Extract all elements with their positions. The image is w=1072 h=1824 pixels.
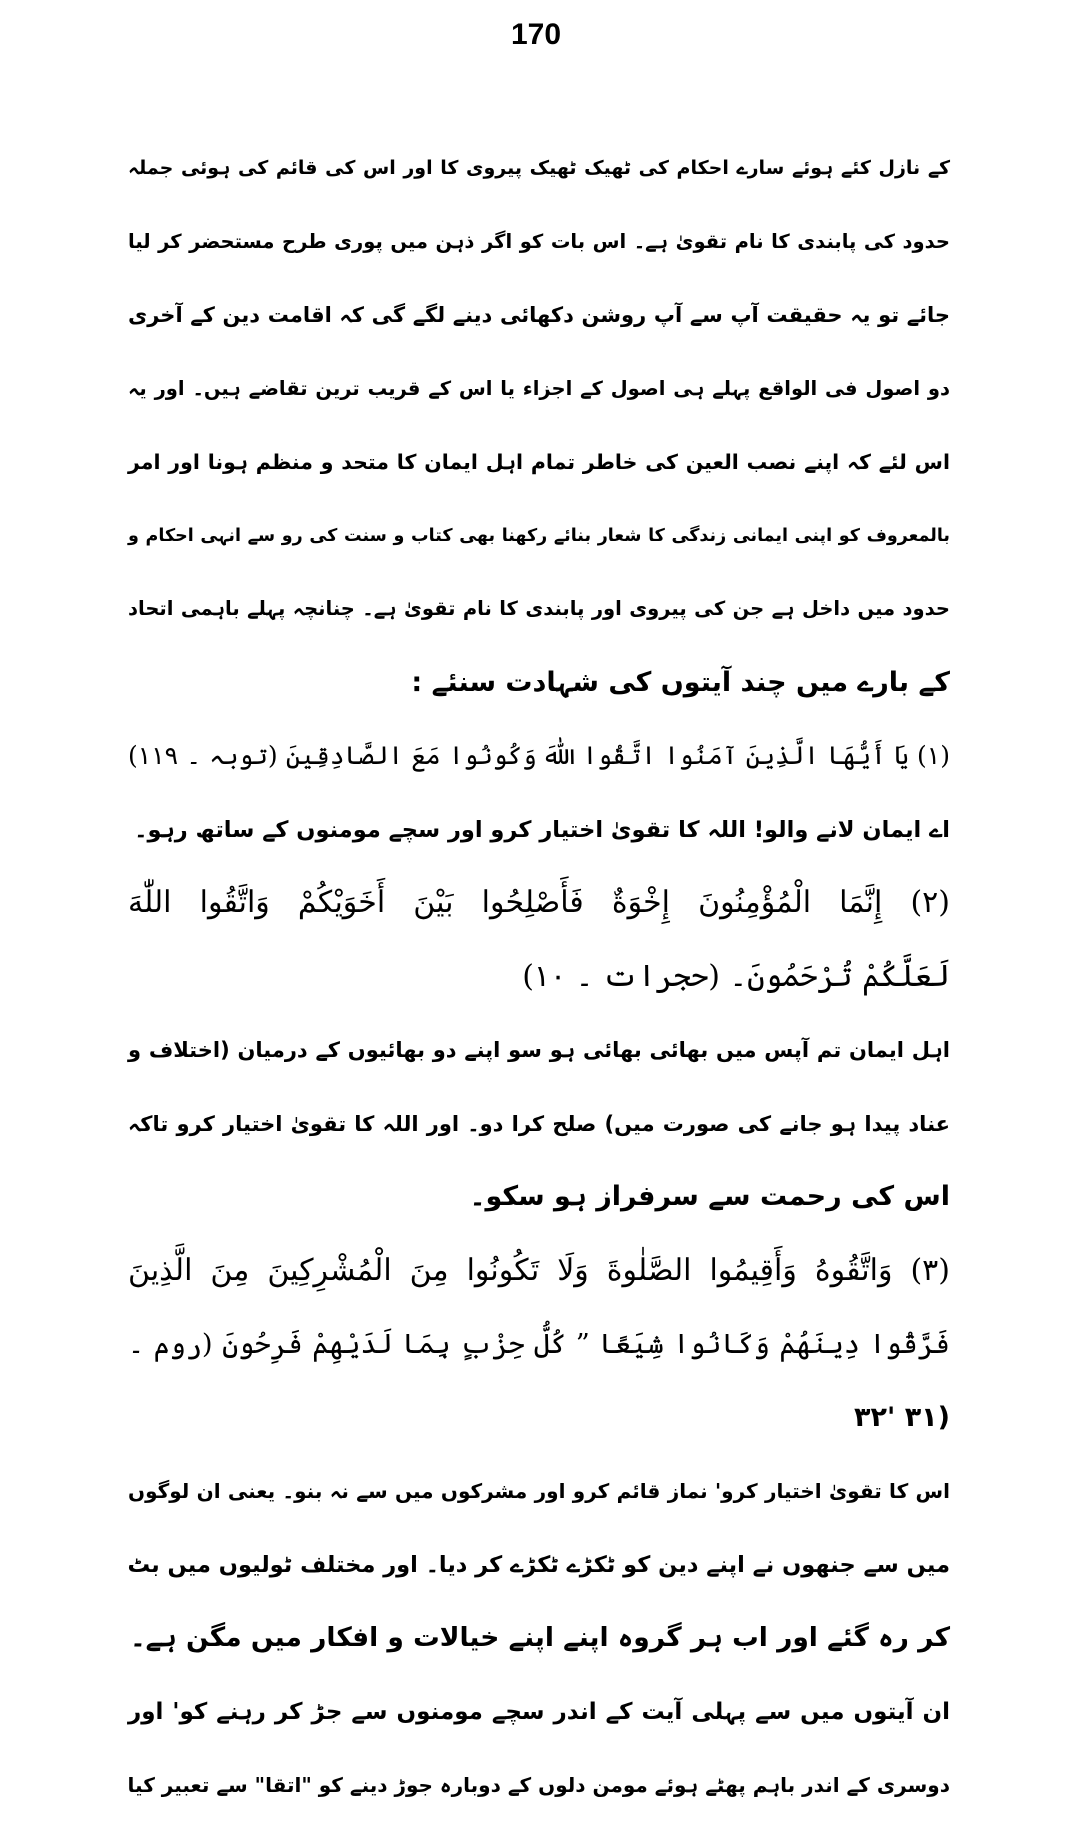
quran-verse-line: (۲) إِنَّمَا الْمُؤْمِنُونَ إِخْوَةٌ فَأَصْلِحُوا بَيْنَ أَخَوَيْكُمْ وَاتَّقُوا اللّٰهَ [128,885,950,920]
text-line: دوسری کے اندر باہم پھٹے ہوئے مومن دلوں کے دوبارہ جوڑ دینے کو "اتقا" سے تعبیر کیا [127,1773,950,1797]
quran-verse-line: فَرَّقُوا دِينَهُمْ وَكَانُوا شِيَعًا ” كُلُّ حِزْبٍ بِمَا لَدَيْهِمْ فَرِحُونَ (روم ۔ [128,1328,950,1360]
text-line: اہل ایمان تم آپس میں بھائی بھائی ہو سو اپنے دو بھائیوں کے درمیان (اختلاف و [128,1038,950,1062]
text-line: کے نازل کئے ہوئے سارے احکام کی ٹھیک ٹھیک پیروی کا اور اس کی قائم کی ہوئی جملہ [128,157,950,179]
quran-verse-line: لَعَلَّكُمْ تُرْحَمُونَ۔ (حجرات ۔ ۱۰) [522,958,950,994]
text-line: کے بارے میں چند آیتوں کی شہادت سنئے : [411,666,950,698]
text-line: دو اصول فی الواقع پہلے ہی اصول کے اجزاء یا اس کے قریب ترین تقاضے ہیں۔ اور یہ [128,376,950,400]
text-line: ان آیتوں میں سے پہلی آیت کے اندر سچے مومنوں سے جڑ کر رہنے کو' اور [128,1698,950,1725]
text-line: کر رہ گئے اور اب ہر گروہ اپنے اپنے خیالات و افکار میں مگن ہے۔ [130,1622,950,1653]
text-line: جائے تو یہ حقیقت آپ سے آپ روشن دکھائی دینے لگے گی کہ اقامت دین کے آخری [128,303,950,327]
text-line: اس لئے کہ اپنے نصب العین کی خاطر تمام اہل ایمان کا متحد و منظم ہونا اور امر [128,450,950,474]
text-line: اس کی رحمت سے سرفراز ہو سکو۔ [469,1181,950,1212]
text-line: میں سے جنھوں نے اپنے دین کو ٹکڑے ٹکڑے کر دیا۔ اور مختلف ٹولیوں میں بٹ [127,1551,950,1578]
text-line: اے ایمان لانے والو! اللہ کا تقویٰ اختیار کرو اور سچے مومنوں کے ساتھ رہو۔ [134,816,950,843]
quran-verse-line: (۳) وَاتَّقُوهُ وَأَقِيمُوا الصَّلٰوةَ وَلَا تَكُونُوا مِنَ الْمُشْرِكِينَ مِنَ الَّذِينَ [128,1252,950,1288]
text-line: حدود میں داخل ہے جن کی پیروی اور پابندی کا نام تقویٰ ہے۔ چنانچہ پہلے باہمی اتحاد [128,597,950,620]
text-line: بالمعروف کو اپنی ایمانی زندگی کا شعار بنائے رکھنا بھی کتاب و سنت کی رو سے انہی احکام و [128,525,950,546]
quran-verse-line: (۱) يَا أَيُّهَا الَّذِينَ آمَنُوا اتَّقُوا اللّٰهَ وَكُونُوا مَعَ الصَّادِقِينَ (توبہ ۔ ۱۱۹) [128,741,950,770]
text-line: (۳۱ '۳۲ [854,1401,950,1433]
text-line: اس کا تقویٰ اختیار کرو' نماز قائم کرو اور مشرکوں میں سے نہ بنو۔ یعنی ان لوگوں [128,1479,950,1503]
text-line: حدود کی پابندی کا نام تقویٰ ہے۔ اس بات کو اگر ذہن میں پوری طرح مستحضر کر لیا [128,229,950,253]
text-line: عناد پیدا ہو جانے کی صورت میں) صلح کرا دو۔ اور اللہ کا تقویٰ اختیار کرو تاکہ [128,1111,950,1136]
page-number: 170 [510,18,562,51]
